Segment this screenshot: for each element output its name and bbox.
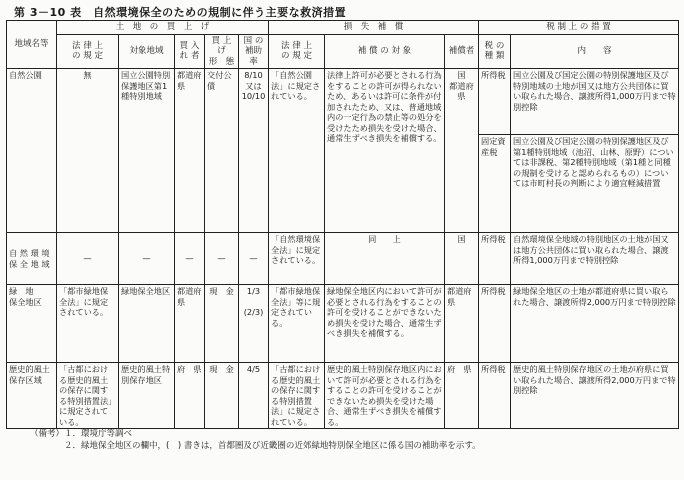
row-tax-content: 国立公園及び国定公園の特別保護地区及び特別地域の土地が国又は地方公共団体に買い取られた場合、譲渡所得1,000万円まで特別控除 xyxy=(511,69,679,135)
row-comp-target: 法律上許可が必要とされる行為をすることの許可が得られないため、あるいは許可に条件が付加されたため、又は、普通地域内の一定行為の禁止等の処分を受けたため損失を受けた場合、通常生ずべき損失を補償する。 xyxy=(325,69,445,233)
row-form: 現 金 xyxy=(205,285,239,363)
header-subsidy-rate: 国 の 補助率 xyxy=(239,34,269,69)
row-comp-target: 歴史的風土特別保存地区内において許可が必要とされる行為をすることの許可を受けることができないため損失を受けた場合、通常生ずべき損失を補償する。 xyxy=(325,363,445,429)
row-target: 歴史的風土特別保存地区 xyxy=(119,363,175,429)
row-legal: 「古都における歴史的風土の保存に関する特別措置法」に規定されている。 xyxy=(57,363,119,429)
header-tax-type: 税 の 種 類 xyxy=(479,34,511,69)
row-target: — xyxy=(119,233,175,285)
row-comp-target: 同 上 xyxy=(325,233,445,285)
row-tax-content: 自然環境保全地域の特別地区の土地が国又は地方公共団体に買い取られた場合、譲渡所得1,000万円まで特別控除 xyxy=(511,233,679,285)
header-comp-legal: 法 律 上 の 規 定 xyxy=(269,34,325,69)
row-buyer: 都道府県 xyxy=(175,285,205,363)
row-rate: 1/3 (2/3) xyxy=(239,285,269,363)
table-row xyxy=(7,233,679,285)
note-line: （備考）１．環境庁等調べ xyxy=(30,429,133,439)
row-form: 交付公債 xyxy=(205,69,239,233)
row-name: 自然公園 xyxy=(7,69,57,233)
row-tax-content: 歴史的風土特別保存地区の土地が府県に買い取られた場合、譲渡所得2,000万円まで特別控除 xyxy=(511,363,679,429)
row-form: 現 金 xyxy=(205,363,239,429)
header-tax-measures: 税 制 上 の 措 置 xyxy=(479,21,679,35)
row-name: 緑 地 保全地区 xyxy=(7,285,57,363)
row-tax-type: 所得税 xyxy=(479,285,511,363)
header-purchase-form: 買 上 げ 形 態 xyxy=(205,34,239,69)
row-tax-type: 所得税 xyxy=(479,233,511,285)
header-land-purchase: 土 地 の 買 上 げ xyxy=(57,21,269,35)
table-row xyxy=(7,363,679,429)
row-name: 自 然 環 境 保 全 地 域 xyxy=(7,233,57,285)
header-target-area: 対象地域 xyxy=(119,34,175,69)
row-buyer: 都道府県 xyxy=(175,69,205,233)
header-comp-target: 補 償 の 対 象 xyxy=(325,34,445,69)
row-legal: 無 xyxy=(57,69,119,233)
row-target: 緑地保全地区 xyxy=(119,285,175,363)
row-tax-content: 緑地保全地区の土地が都道府県に買い取られた場合、譲渡所得2,000万円まで特別控除 xyxy=(511,285,679,363)
row-comp-legal: 「都市緑地保全法」等に規定されている。 xyxy=(269,285,325,363)
row-target: 国立公園特別保護地区第1種特別地域 xyxy=(119,69,175,233)
row-buyer: — xyxy=(175,233,205,285)
row-compensator: 都道府県 xyxy=(445,285,479,363)
row-compensator: 国 都道府県 xyxy=(445,69,479,233)
notes xyxy=(30,428,481,452)
row-compensator: 国 xyxy=(445,233,479,285)
row-tax-content: 国立公園及び国定公園の特別保護地区及び第1種特別地域（池沼、山林、原野）については非課税、第2種特別地域（第1種と同種の規制を受けると認められるもの）については市町村長の判断により適宜軽減措置 xyxy=(511,135,679,233)
row-rate: 8/10 又は 10/10 xyxy=(239,69,269,233)
row-rate: — xyxy=(239,233,269,285)
note-line: ２．緑地保全地区の欄中，( ) 書きは，首都圏及び近畿圏の近郊緑地特別保全地区に係る国の補助率を示す。 xyxy=(30,441,481,451)
header-tax-content: 内 容 xyxy=(511,34,679,69)
row-comp-legal: 「古都における歴史的風土の保存に関する特別措置法」に規定されている。 xyxy=(269,363,325,429)
row-tax-type: 所得税 xyxy=(479,363,511,429)
row-comp-legal: 「自然環境保全法」に規定されている。 xyxy=(269,233,325,285)
row-comp-target: 緑地保全地区内において許可が必要とされる行為をすることの許可を受けることができないため損失を受けた場合、通常生ずべき損失を補償する。 xyxy=(325,285,445,363)
header-compensator: 補償者 xyxy=(445,34,479,69)
table-title: 第 3－10 表 自然環境保全のための規制に伴う主要な救済措置 xyxy=(14,6,347,19)
header-compensation: 損 失 補 償 xyxy=(269,21,479,35)
relief-measures-table xyxy=(6,20,679,429)
header-legal-basis: 法 律 上 の 規 定 xyxy=(57,34,119,69)
row-tax-type: 固定資産税 xyxy=(479,135,511,233)
row-buyer: 府 県 xyxy=(175,363,205,429)
row-name: 歴史的風土 保存区域 xyxy=(7,363,57,429)
row-form: — xyxy=(205,233,239,285)
header-buyer: 買 入 れ 者 xyxy=(175,34,205,69)
table-row xyxy=(7,285,679,363)
row-rate: 4/5 xyxy=(239,363,269,429)
row-legal: — xyxy=(57,233,119,285)
row-tax-type: 所得税 xyxy=(479,69,511,135)
row-compensator: 府 県 xyxy=(445,363,479,429)
row-comp-legal: 「自然公園法」に規定されている。 xyxy=(269,69,325,233)
row-legal: 「都市緑地保全法」に規定されている。 xyxy=(57,285,119,363)
table-row xyxy=(7,69,679,135)
header-region-type: 地域名等 xyxy=(7,21,57,69)
